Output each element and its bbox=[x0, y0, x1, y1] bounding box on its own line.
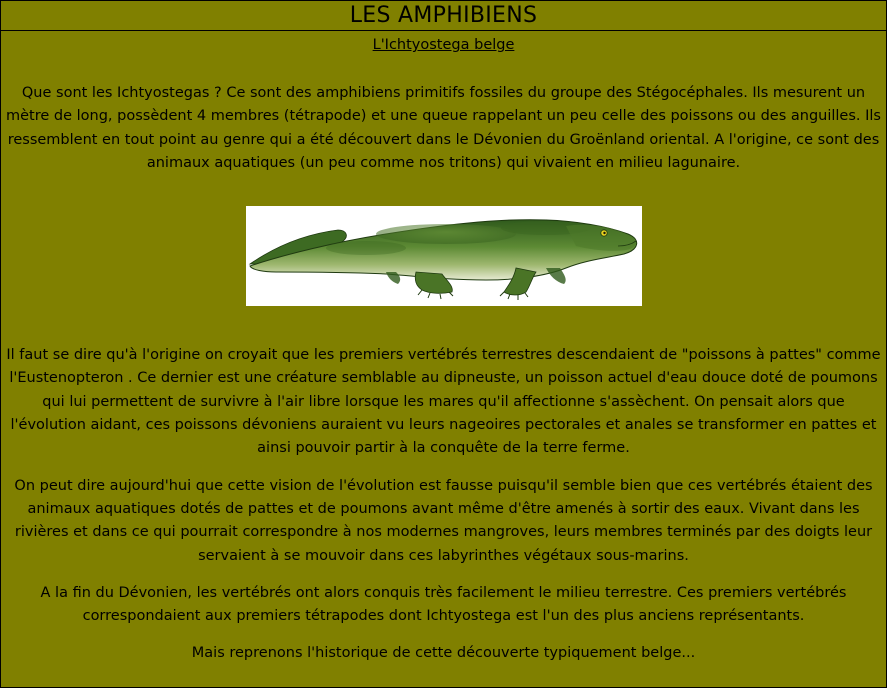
page-subtitle-link[interactable]: L'Ichtyostega belge bbox=[372, 37, 515, 53]
ichthyostega-illustration bbox=[246, 206, 642, 306]
paragraph-evolution: On peut dire aujourd'hui que cette vision de l'évolution est fausse puisqu'il semble bien que ces vertébrés étaient des animaux aquatiques dotés de pattes et de poumons avant même d'être amenés à sortir des eaux. Vivant dans les rivières et dans ce qui pourrait correspondre à nos modernes mangroves, leurs membres terminés par des doigts leur servaient à se mouvoir dans ces labyrinthes végétaux sous-marins. bbox=[14, 477, 873, 564]
paragraph-eustenopteron: Il faut se dire qu'à l'origine on croyait que les premiers vertébrés terrestres descendaient de "poissons à pattes" comme l'Eustenopteron . Ce dernier est une créature semblable au dipneuste, un poisson actuel d'eau douce doté de poumons qui lui permettent de survivre à l'air libre lorsque les mares qu'il affectionne s'assèchent. On pensait alors que l'évolution aidant, ces poissons dévoniens auraient vu leurs nageoires pectorales et anales se transformer en pattes et ainsi pouvoir partir à la conquête de la terre ferme. bbox=[6, 347, 881, 457]
page-title: LES AMPHIBIENS bbox=[1, 1, 886, 31]
paragraph-conclusion: Mais reprenons l'historique de cette découverte typiquement belge... bbox=[191, 645, 696, 662]
paragraph-intro: Que sont les Ichtyostegas ? Ce sont des amphibiens primitifs fossiles du groupe des Stégocéphales. Ils mesurent un mètre de long, possèdent 4 membres (tétrapode) et une queue rappelant un peu celle des poissons ou des anguilles. Ils ressemblent en tout point au genre qui a été découvert dans le Dévonien du Groënland oriental. A l'origine, ce sont des animaux aquatiques (un peu comme nos tritons) qui vivaient en milieu lagunaire. bbox=[6, 85, 881, 171]
paragraph-devonian: A la fin du Dévonien, les vertébrés ont alors conquis très facilement le milieu terrestre. Ces premiers vertébrés correspondaient aux premiers tétrapodes dont Ichtyostega est l'un des plus anciens représentants. bbox=[40, 584, 847, 625]
